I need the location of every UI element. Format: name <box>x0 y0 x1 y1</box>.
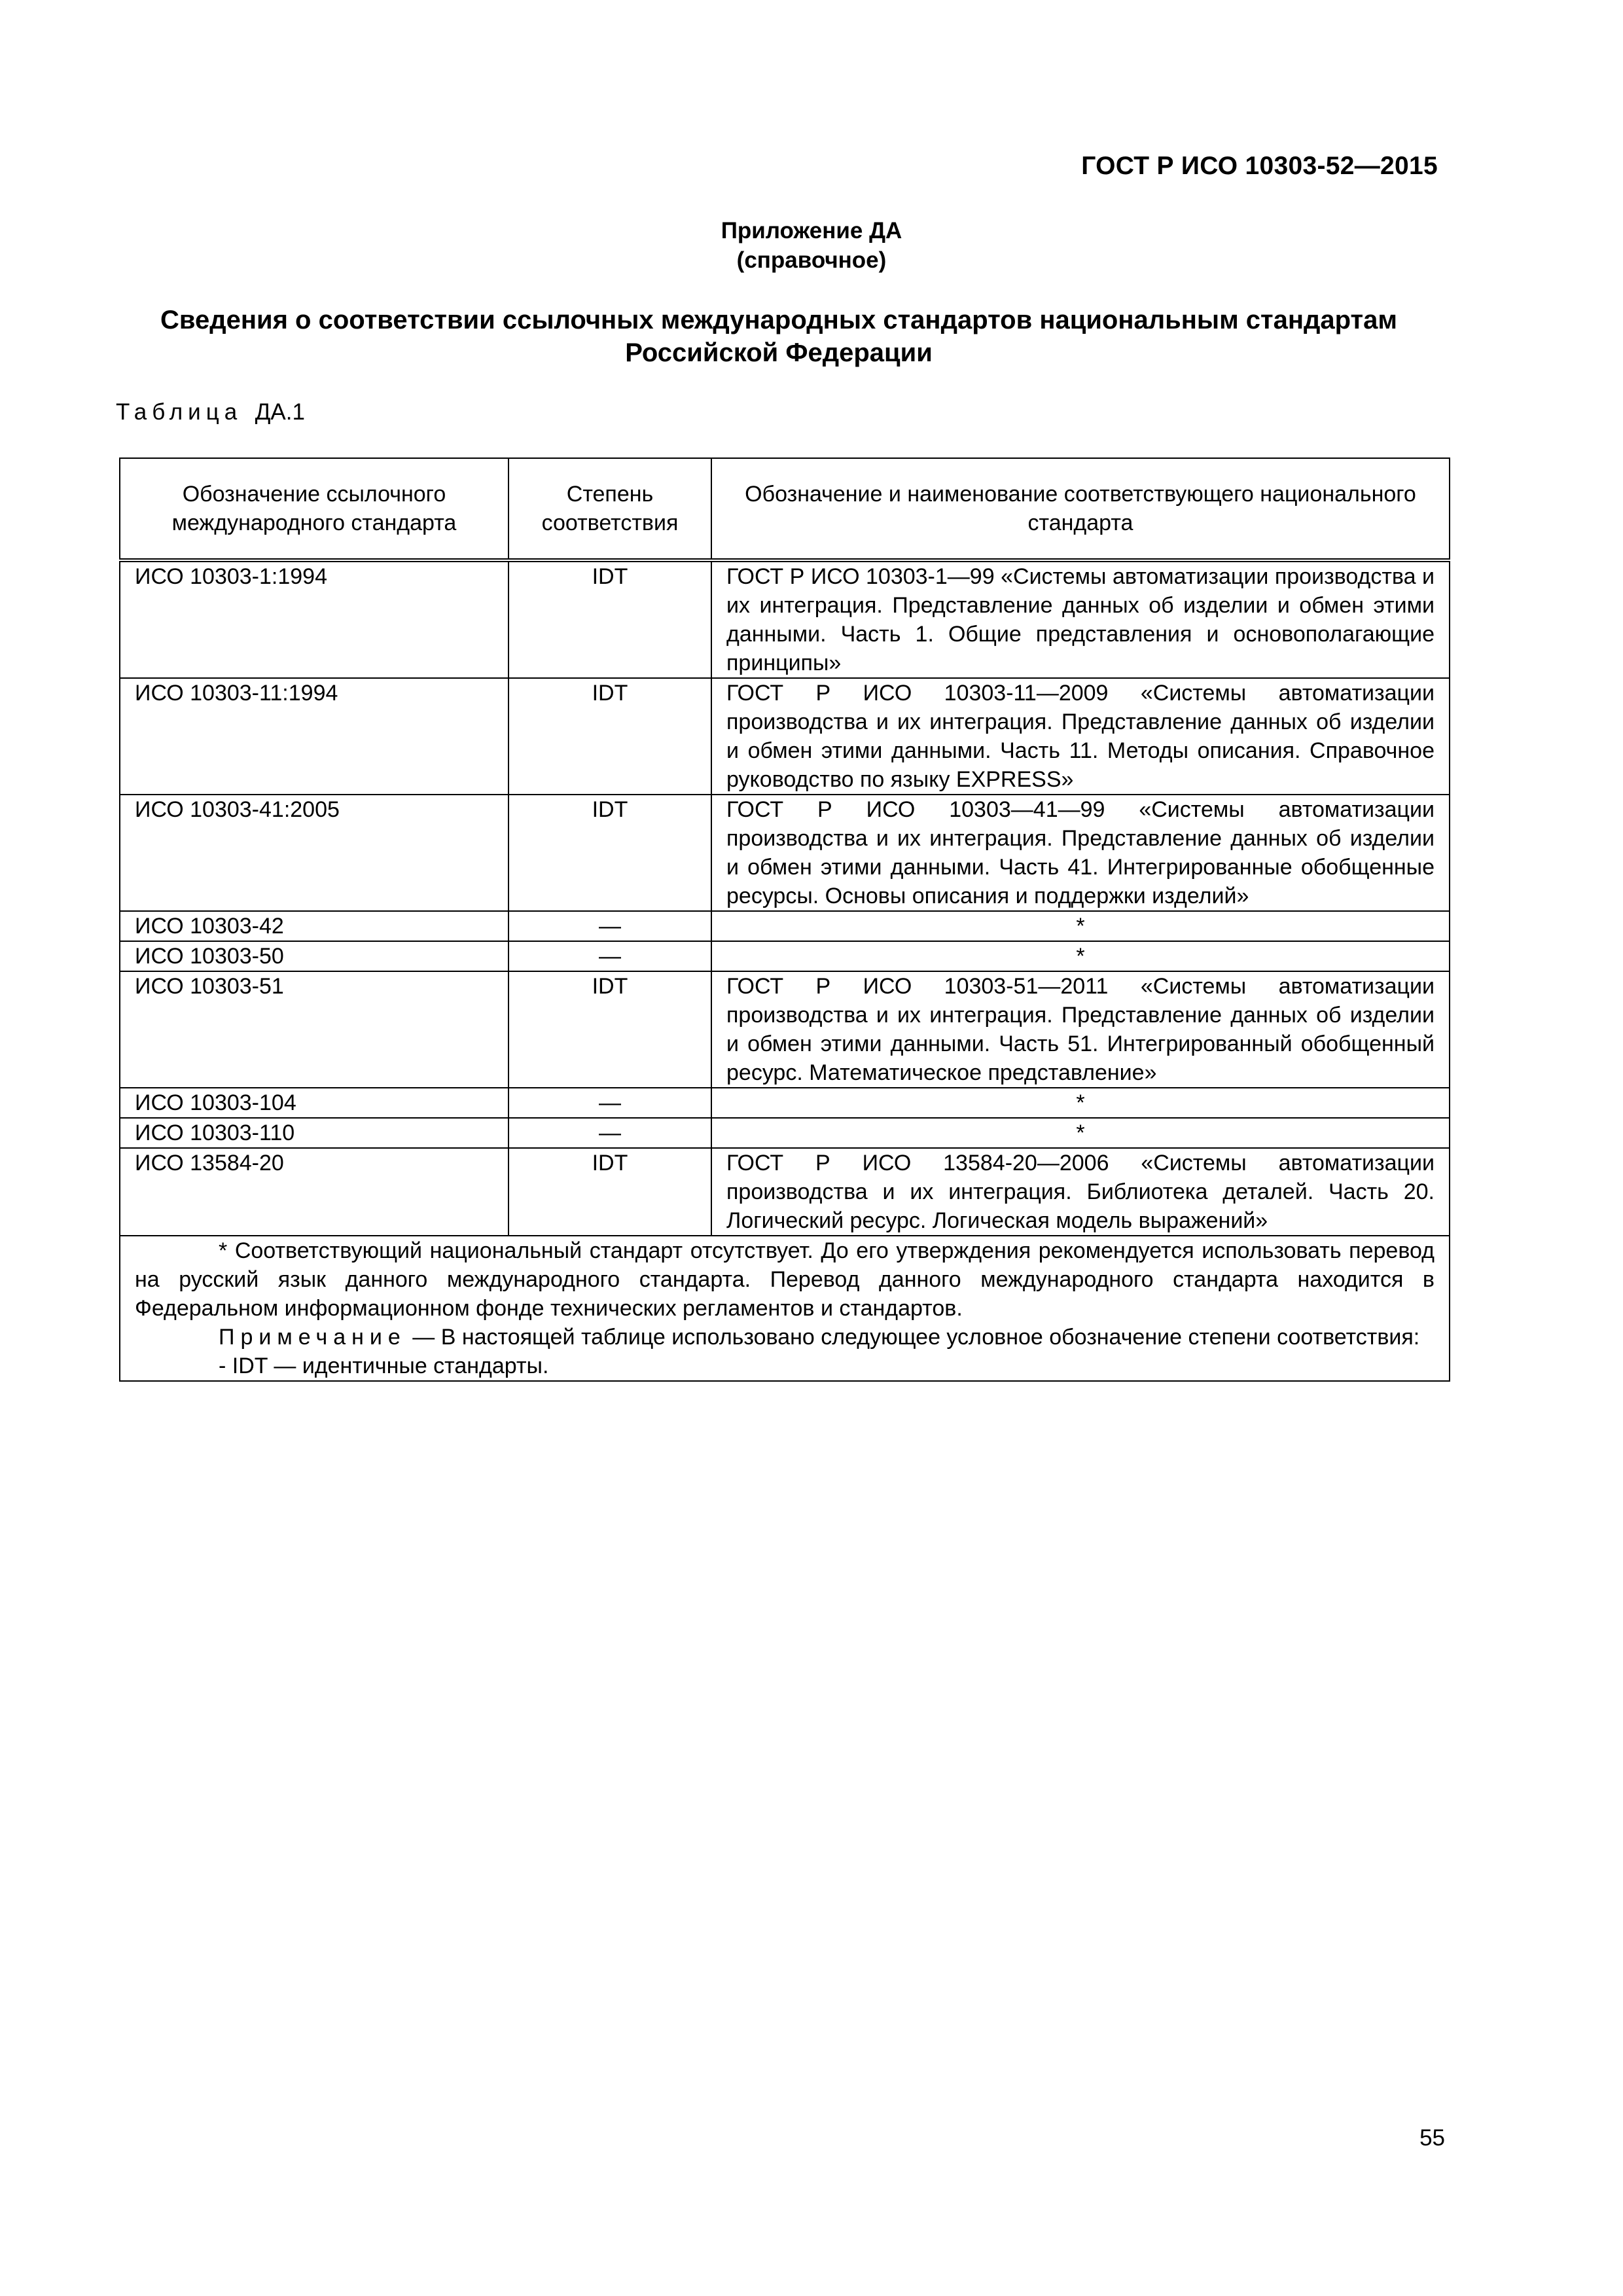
table-row <box>120 1148 1450 1236</box>
cell-reference: ИСО 10303-50 <box>120 941 508 971</box>
table-caption-prefix: Таблица <box>116 399 243 425</box>
cell-degree: IDT <box>508 678 711 795</box>
table-row <box>120 1088 1450 1118</box>
table-caption-number: ДА.1 <box>255 399 305 425</box>
note-paragraph <box>135 1323 1435 1352</box>
table-row <box>120 560 1450 678</box>
cell-reference: ИСО 13584-20 <box>120 1148 508 1236</box>
cell-national: ГОСТ Р ИСО 13584-20—2006 «Системы автоматизации производства и их интеграция. Библиотека деталей. Часть 20. Логический ресурс. Логическая модель выражений» <box>711 1148 1450 1236</box>
cell-national: ГОСТ Р ИСО 10303—41—99 «Системы автоматизации производства и их интеграция. Представление данных об изделии и обмен этими данными. Часть 41. Интегрированные обобщенные ресурсы. Основы описания и поддержки изделий» <box>711 795 1450 911</box>
annex-title: Приложение ДА <box>721 218 902 243</box>
note-lead: Примечание <box>219 1325 406 1350</box>
cell-reference: ИСО 10303-104 <box>120 1088 508 1118</box>
table-row <box>120 971 1450 1088</box>
cell-national: * <box>711 941 1450 971</box>
document-code: ГОСТ Р ИСО 10303-52—2015 <box>1081 152 1438 180</box>
cell-degree: — <box>508 911 711 941</box>
page-number: 55 <box>1419 2125 1445 2151</box>
cell-national: ГОСТ Р ИСО 10303-11—2009 «Системы автоматизации производства и их интеграция. Представление данных об изделии и обмен этими данными. Часть 11. Методы описания. Справочное руководство по языку EXPRESS» <box>711 678 1450 795</box>
cell-national: * <box>711 1088 1450 1118</box>
table-row <box>120 1118 1450 1148</box>
column-header-reference: Обозначение ссылочного международного стандарта <box>120 458 508 560</box>
cell-reference: ИСО 10303-42 <box>120 911 508 941</box>
column-header-national: Обозначение и наименование соответствующего национального стандарта <box>711 458 1450 560</box>
table-footnote-cell <box>120 1236 1450 1381</box>
annex-heading <box>0 216 1623 275</box>
cell-reference: ИСО 10303-1:1994 <box>120 560 508 678</box>
cell-degree: IDT <box>508 795 711 911</box>
cell-national: ГОСТ Р ИСО 10303-51—2011 «Системы автоматизации производства и их интеграция. Представление данных об изделии и обмен этими данными. Часть 51. Интегрированный обобщенный ресурс. Математическое представление» <box>711 971 1450 1088</box>
cell-degree: — <box>508 1088 711 1118</box>
table-header-row <box>120 458 1450 560</box>
cell-reference: ИСО 10303-11:1994 <box>120 678 508 795</box>
standards-table <box>119 457 1450 1382</box>
table-footnote-row <box>120 1236 1450 1381</box>
cell-degree: — <box>508 941 711 971</box>
table-row <box>120 911 1450 941</box>
cell-degree: IDT <box>508 1148 711 1236</box>
table-row <box>120 795 1450 911</box>
cell-national: ГОСТ Р ИСО 10303-1—99 «Системы автоматизации производства и их интеграция. Представление данных об изделии и обмен этими данными. Часть 1. Общие представления и основополагающие принципы» <box>711 560 1450 678</box>
page-title: Сведения о соответствии ссылочных международных стандартов национальным стандартам Российской Федерации <box>160 306 1397 367</box>
table-row <box>120 941 1450 971</box>
annex-subtitle: (справочное) <box>736 247 887 273</box>
table-row <box>120 678 1450 795</box>
cell-reference: ИСО 10303-110 <box>120 1118 508 1148</box>
column-header-degree: Степень соответствия <box>508 458 711 560</box>
footnote-text: * Соответствующий национальный стандарт отсутствует. До его утверждения рекомендуется использовать перевод на русский язык данного международного стандарта. Перевод данного международного стандарта находится в Федеральном информационном фонде технических регламентов и стандартов. <box>135 1238 1435 1321</box>
cell-reference: ИСО 10303-41:2005 <box>120 795 508 911</box>
cell-national: * <box>711 911 1450 941</box>
note-item: - IDT — идентичные стандарты. <box>219 1354 549 1378</box>
cell-degree: — <box>508 1118 711 1148</box>
cell-degree: IDT <box>508 971 711 1088</box>
cell-degree: IDT <box>508 560 711 678</box>
cell-reference: ИСО 10303-51 <box>120 971 508 1088</box>
cell-national: * <box>711 1118 1450 1148</box>
note-text: — В настоящей таблице использовано следующее условное обозначение степени соответствия: <box>406 1325 1420 1350</box>
table-caption <box>116 399 305 425</box>
